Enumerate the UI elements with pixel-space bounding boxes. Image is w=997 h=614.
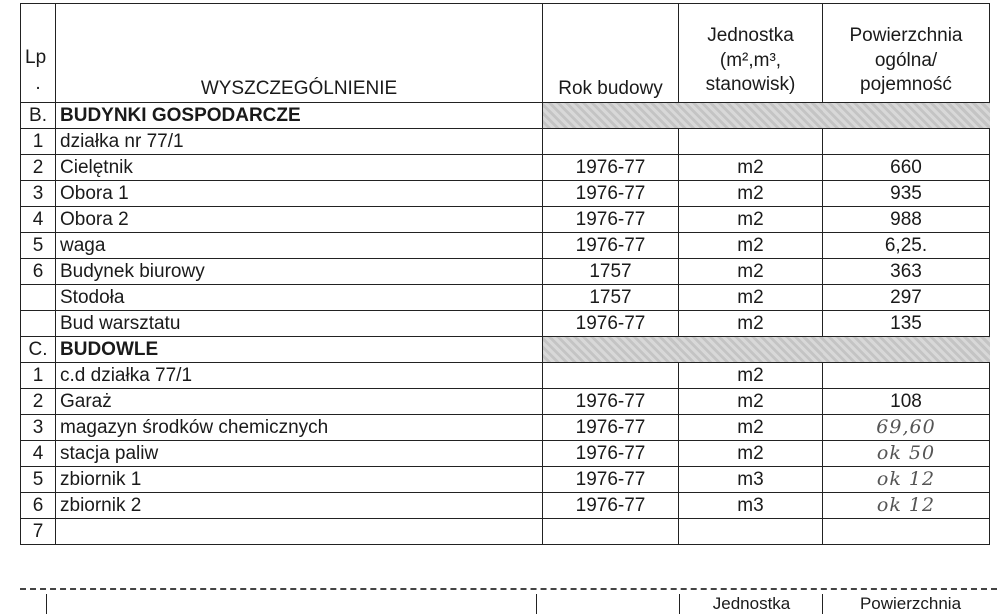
header-unit-line1: Jednostka <box>707 24 794 46</box>
row-name: Obora 1 <box>56 181 543 207</box>
inventory-table <box>20 3 990 545</box>
section-b-shade <box>543 103 679 129</box>
row-year: 1757 <box>543 285 679 311</box>
row-year: 1976-77 <box>543 389 679 415</box>
row-area: 363 <box>823 259 990 285</box>
row-lp: 4 <box>21 207 56 233</box>
row-year: 1976-77 <box>543 467 679 493</box>
row-year: 1976-77 <box>543 441 679 467</box>
section-b-shade <box>823 103 990 129</box>
row-name: Stodoła <box>56 285 543 311</box>
section-c-letter: C. <box>21 337 56 363</box>
row-name: stacja paliw <box>56 441 543 467</box>
row-lp: 3 <box>21 181 56 207</box>
section-b-shade <box>679 103 823 129</box>
next-area-cell: Powierzchnia <box>822 594 997 614</box>
table-row <box>21 259 990 285</box>
header-row <box>21 4 990 103</box>
section-c-shade <box>823 337 990 363</box>
row-name: magazyn środków chemicznych <box>56 415 543 441</box>
row-unit: m2 <box>679 389 823 415</box>
table-row <box>21 415 990 441</box>
row-area: 935 <box>823 181 990 207</box>
row-year: 1976-77 <box>543 181 679 207</box>
row-year <box>543 363 679 389</box>
table-row <box>21 363 990 389</box>
row-area: 6,25. <box>823 233 990 259</box>
section-b-title: BUDYNKI GOSPODARCZE <box>56 103 543 129</box>
page-break-line <box>20 588 997 590</box>
row-lp: 1 <box>21 363 56 389</box>
row-unit: m2 <box>679 259 823 285</box>
row-area: 660 <box>823 155 990 181</box>
section-c-title: BUDOWLE <box>56 337 543 363</box>
row-name: zbiornik 1 <box>56 467 543 493</box>
row-unit: m2 <box>679 181 823 207</box>
row-name: Garaż <box>56 389 543 415</box>
header-area-line1: Powierzchnia <box>849 24 963 46</box>
row-lp: 4 <box>21 441 56 467</box>
section-c-row <box>21 337 990 363</box>
row-year: 1976-77 <box>543 207 679 233</box>
table-row <box>21 155 990 181</box>
section-b-letter: B. <box>21 103 56 129</box>
row-lp: 1 <box>21 129 56 155</box>
header-lp-label: Lp <box>25 46 47 68</box>
row-lp: 2 <box>21 155 56 181</box>
row-lp: 6 <box>21 259 56 285</box>
row-unit: m2 <box>679 233 823 259</box>
row-unit: m3 <box>679 467 823 493</box>
next-desc-cell <box>46 594 537 614</box>
row-year: 1976-77 <box>543 155 679 181</box>
row-year: 1976-77 <box>543 311 679 337</box>
header-lp <box>21 4 56 103</box>
header-description: WYSZCZEGÓLNIENIE <box>56 4 543 103</box>
row-area <box>823 363 990 389</box>
row-unit: m2 <box>679 363 823 389</box>
header-unit-line3: stanowisk) <box>705 74 796 96</box>
row-lp: 5 <box>21 467 56 493</box>
row-name: Bud warsztatu <box>56 311 543 337</box>
row-area <box>823 519 990 545</box>
row-area: ok 50 <box>823 441 990 467</box>
row-area: ok 12 <box>823 493 990 519</box>
row-lp <box>21 285 56 311</box>
row-area: 108 <box>823 389 990 415</box>
row-name: waga <box>56 233 543 259</box>
section-c-shade <box>679 337 823 363</box>
row-unit: m2 <box>679 415 823 441</box>
table-row <box>21 441 990 467</box>
row-name: c.d działka 77/1 <box>56 363 543 389</box>
row-name: Cielętnik <box>56 155 543 181</box>
row-area: ok 12 <box>823 467 990 493</box>
table-row <box>21 285 990 311</box>
next-unit-cell: Jednostka <box>679 594 823 614</box>
row-unit <box>679 519 823 545</box>
table-row <box>21 519 990 545</box>
row-lp: 2 <box>21 389 56 415</box>
row-year: 1976-77 <box>543 415 679 441</box>
table-row <box>21 389 990 415</box>
row-name: Obora 2 <box>56 207 543 233</box>
header-unit <box>679 4 823 103</box>
row-unit: m2 <box>679 441 823 467</box>
header-area-line3: pojemność <box>860 74 952 96</box>
row-area: 69,60 <box>823 415 990 441</box>
table-row <box>21 207 990 233</box>
row-year <box>543 129 679 155</box>
row-name: zbiornik 2 <box>56 493 543 519</box>
row-area: 297 <box>823 285 990 311</box>
row-year: 1757 <box>543 259 679 285</box>
row-area: 988 <box>823 207 990 233</box>
row-unit: m2 <box>679 311 823 337</box>
table-row <box>21 129 990 155</box>
row-unit <box>679 129 823 155</box>
table-row <box>21 467 990 493</box>
header-area-line2: ogólna/ <box>874 49 938 71</box>
row-lp: 5 <box>21 233 56 259</box>
section-c-shade <box>543 337 679 363</box>
row-unit: m2 <box>679 207 823 233</box>
row-name <box>56 519 543 545</box>
table-row <box>21 233 990 259</box>
next-year-cell <box>536 594 680 614</box>
row-name: Budynek biurowy <box>56 259 543 285</box>
table-row <box>21 493 990 519</box>
row-unit: m2 <box>679 155 823 181</box>
row-area: 135 <box>823 311 990 337</box>
row-year: 1976-77 <box>543 233 679 259</box>
row-name: działka nr 77/1 <box>56 129 543 155</box>
header-area <box>823 4 990 103</box>
header-lp-dot: . <box>35 73 41 95</box>
row-unit: m3 <box>679 493 823 519</box>
row-unit: m2 <box>679 285 823 311</box>
row-year <box>543 519 679 545</box>
row-lp <box>21 311 56 337</box>
row-lp: 6 <box>21 493 56 519</box>
next-page-header-fragment <box>20 594 997 614</box>
row-year: 1976-77 <box>543 493 679 519</box>
row-area <box>823 129 990 155</box>
row-lp: 3 <box>21 415 56 441</box>
header-year: Rok budowy <box>543 4 679 103</box>
table-row <box>21 181 990 207</box>
table-row <box>21 311 990 337</box>
section-b-row <box>21 103 990 129</box>
row-lp: 7 <box>21 519 56 545</box>
header-unit-line2: (m²,m³, <box>719 49 782 71</box>
